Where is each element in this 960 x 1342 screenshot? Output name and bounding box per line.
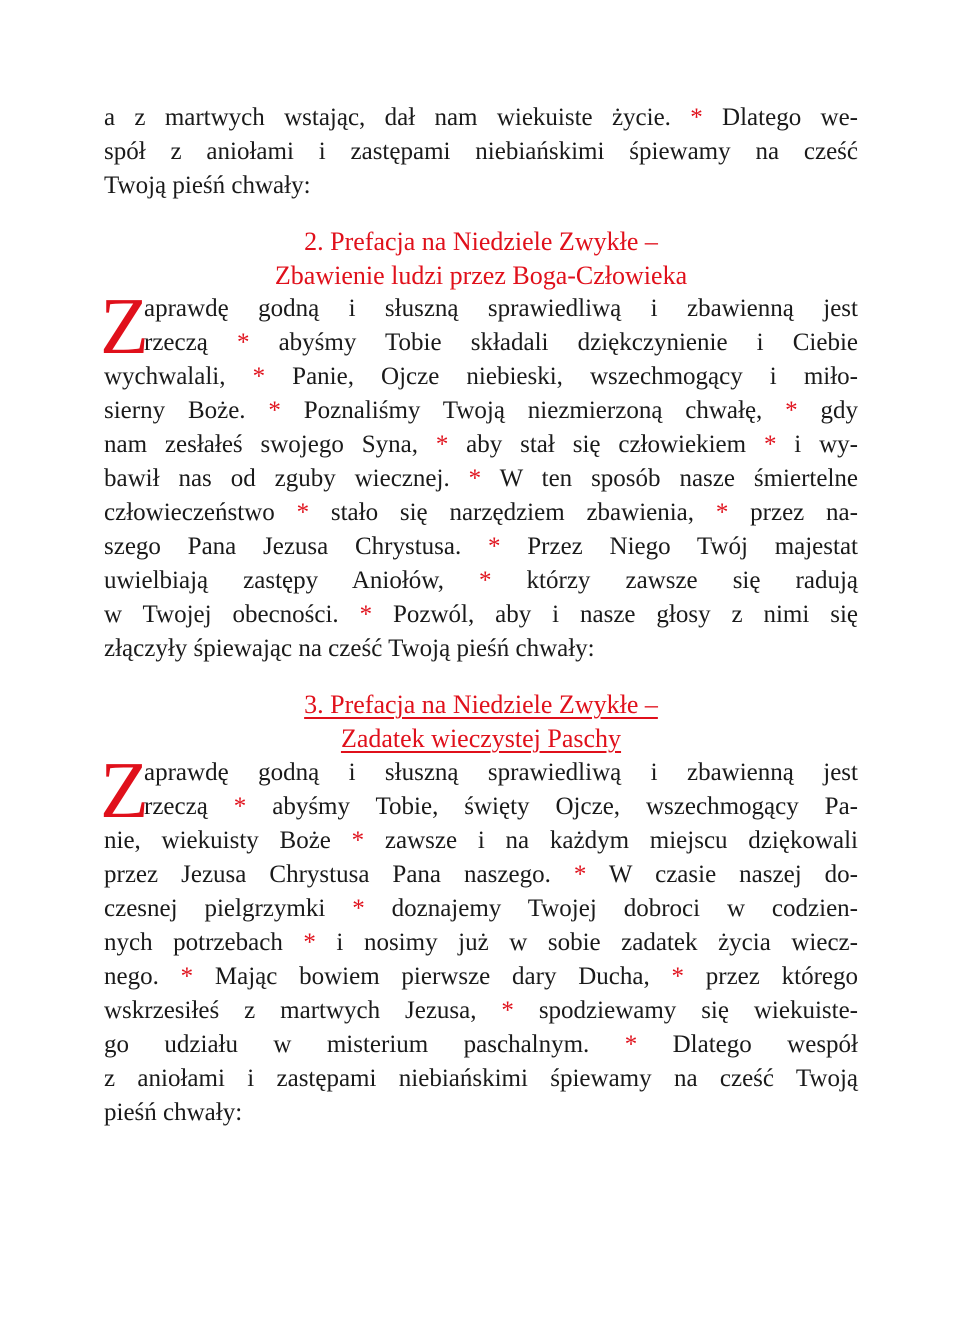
text-run: i nosimy już w sobie zadatek życia wiecz- (315, 929, 858, 956)
asterisk-mark: * (352, 895, 365, 922)
asterisk-mark: * (435, 431, 449, 458)
text-line (104, 428, 858, 462)
section-subtitle-line: Zadatek wieczystej Paschy (340, 724, 622, 753)
text-run: sierny Boże. (104, 397, 269, 424)
text-run: bawił nas od zguby wiecznej. (104, 465, 469, 492)
text-run: abyśmy Tobie składali dziękczynienie i Ciebie (249, 329, 859, 356)
text-run: rzeczą (144, 793, 234, 820)
asterisk-mark: * (501, 997, 514, 1024)
text-line (104, 1062, 858, 1096)
asterisk-mark: * (573, 861, 587, 888)
asterisk-mark: * (763, 431, 777, 458)
asterisk-mark: * (488, 533, 501, 560)
asterisk-mark: * (233, 793, 247, 820)
text-run: Panie, Ojcze niebieski, wszechmogący i miło- (265, 363, 858, 390)
text-line (104, 135, 858, 169)
drop-cap: Z (100, 747, 149, 835)
text-line (104, 926, 858, 960)
text-run: W czasie naszej do- (586, 861, 858, 888)
text-line (104, 101, 858, 135)
asterisk-mark: * (479, 567, 492, 594)
drop-cap: Z (100, 283, 149, 371)
text-run: Przez Niego Twój majestat (500, 533, 858, 560)
text-run: Dlatego wespół (637, 1031, 858, 1058)
section-title (104, 225, 858, 259)
text-run: czesnej pielgrzymki (104, 895, 353, 922)
text-run: przez Jezusa Chrystusa Pana naszego. (104, 861, 574, 888)
asterisk-mark: * (359, 601, 373, 628)
text-line (104, 462, 858, 496)
text-line (104, 892, 858, 926)
text-run: człowieczeństwo (104, 499, 297, 526)
text-line (144, 326, 858, 360)
text-run: aby stał się człowiekiem (448, 431, 764, 458)
text-run: Pozwól, aby i nasze głosy z nimi się (372, 601, 858, 628)
text-line (144, 292, 858, 326)
text-line (104, 1028, 858, 1062)
text-run: uwielbiają zastępy Aniołów, (104, 567, 479, 594)
section-title-line: 2. Prefacja na Niedziele Zwykłe – (304, 227, 658, 256)
asterisk-mark: * (690, 104, 703, 131)
section-subtitle (104, 722, 858, 756)
text-line (104, 530, 858, 564)
text-run: i wy- (776, 431, 858, 458)
text-run: rzeczą (144, 329, 237, 356)
text-line (104, 960, 858, 994)
asterisk-mark: * (252, 363, 266, 390)
section-title (104, 688, 858, 722)
text-run: zawsze i na każdym miejscu dziękowali (364, 827, 858, 854)
text-run: szego Pana Jezusa Chrystusa. (104, 533, 489, 560)
text-run: go udziału w misterium paschalnym. (104, 1031, 625, 1058)
text-run: W ten sposób nasze śmiertelne (481, 465, 859, 492)
text-run: złączyły śpiewając na cześć Twoją pieśń chwały: (104, 635, 595, 662)
asterisk-mark: * (236, 329, 250, 356)
asterisk-mark: * (303, 929, 316, 956)
text-run: doznajemy Twojej dobroci w codzien- (364, 895, 858, 922)
asterisk-mark: * (351, 827, 365, 854)
text-line (144, 756, 858, 790)
text-run: wychwalali, (104, 363, 253, 390)
text-run: Mając bowiem pierwsze dary Ducha, (193, 963, 672, 990)
asterisk-mark: * (671, 963, 684, 990)
text-run: z aniołami i zastępami niebiańskimi śpiewamy na cześć Twoją (104, 1065, 858, 1092)
text-run: stało się narzędziem zbawienia, (309, 499, 716, 526)
text-line (104, 169, 858, 203)
text-run: spół z aniołami i zastępami niebiańskimi śpiewamy na cześć (104, 138, 858, 165)
asterisk-mark: * (785, 397, 798, 424)
text-run: przez na- (728, 499, 858, 526)
text-line (104, 598, 858, 632)
text-line (104, 564, 858, 598)
text-run: spodziewamy się wiekuiste- (513, 997, 858, 1024)
text-run: Poznaliśmy Twoją niezmierzoną chwałę, (280, 397, 786, 424)
asterisk-mark: * (624, 1031, 638, 1058)
text-run: wskrzesiłeś z martwych Jezusa, (104, 997, 502, 1024)
text-run: nych potrzebach (104, 929, 304, 956)
text-run: aprawdę godną i słuszną sprawiedliwą i zbawienną jest (144, 759, 858, 786)
text-run: aprawdę godną i słuszną sprawiedliwą i zbawienną jest (144, 295, 858, 322)
asterisk-mark: * (468, 465, 482, 492)
text-run: gdy (797, 397, 859, 424)
text-run: nie, wiekuisty Boże (104, 827, 352, 854)
text-line (104, 824, 858, 858)
text-line (104, 496, 858, 530)
asterisk-mark: * (180, 963, 194, 990)
text-line (104, 394, 858, 428)
text-run: pieśń chwały: (104, 1099, 243, 1126)
text-run: w Twojej obecności. (104, 601, 360, 628)
text-run: Dlatego we- (702, 104, 858, 131)
text-line (104, 360, 858, 394)
section-title-line: 3. Prefacja na Niedziele Zwykłe – (304, 690, 658, 719)
text-line (104, 1096, 858, 1130)
asterisk-mark: * (296, 499, 310, 526)
text-line (104, 994, 858, 1028)
text-run: przez którego (683, 963, 858, 990)
section-subtitle (104, 259, 858, 293)
text-run: którzy zawsze się radują (491, 567, 858, 594)
text-run: nego. (104, 963, 181, 990)
text-run: nam zesłałeś swojego Syna, (104, 431, 436, 458)
text-line (144, 790, 858, 824)
text-line (104, 632, 858, 666)
asterisk-mark: * (268, 397, 281, 424)
text-run: a z martwych wstając, dał nam wiekuiste życie. (104, 104, 691, 131)
text-line (104, 858, 858, 892)
asterisk-mark: * (715, 499, 729, 526)
text-run: Twoją pieśń chwały: (104, 172, 311, 199)
section-subtitle-line: Zbawienie ludzi przez Boga-Człowieka (274, 261, 688, 290)
text-run: abyśmy Tobie, święty Ojcze, wszechmogący Pa- (246, 793, 858, 820)
